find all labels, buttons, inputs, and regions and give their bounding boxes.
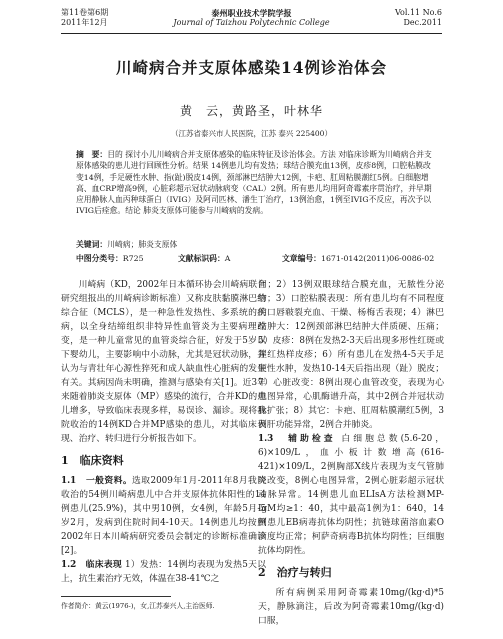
lab-tests-paragraph — [258, 432, 444, 558]
journal-name-en: Journal of Taizhou Polytechnic College — [173, 18, 330, 27]
clc-label: 中图分类号： — [76, 254, 123, 263]
code-value: A — [224, 254, 231, 263]
affiliation: （江苏省泰兴市人民医院，江苏 泰兴 225400） — [171, 129, 332, 138]
abstract-label: 摘 要： — [76, 150, 108, 159]
id-label: 文章编号： — [282, 254, 321, 263]
volume-en: Vol.11 No.6 — [395, 8, 442, 17]
treatment-paragraph: 所有病例采用阿奇霉素10mg/(kg·d)*5天，静脉滴注，后改为阿奇霉素10mg/(kg·d)口服， — [258, 588, 444, 626]
author-list: 黄 云，黄路圣，叶林华 — [179, 104, 323, 118]
general-data-paragraph — [61, 474, 266, 558]
general-data-label: 1.1 一般资料。 — [61, 476, 133, 486]
article-id — [282, 253, 434, 264]
keywords — [76, 239, 177, 250]
clinical-manifestation-text: 1）发热：14例均表现为发热5天以上，抗生素治疗无效，体温在38-41℃之 — [61, 560, 266, 584]
clinical-manifestation-label: 1.2 临床表现 — [61, 560, 122, 570]
intro-paragraph: 川崎病（KD，2002年日本循环协会川崎病联合研究组报出的川崎病诊断标准）又称皮肤黏膜淋巴结综合征（MCLS），是一种急性发热性、多系统的疾病，以全身结缔组织非特异性血管炎为主要病理改变，是一种儿童常见的血管炎综合征，好发于5岁以下婴幼儿，主要影响中小动脉，尤其是冠状动脉，并认为与青壮年心源性猝死和成人缺血性心脏病的发生有关。其病因尚未明确，推测与感染有关[1]。近3年来随着肺炎支原体（MP）感染的流行，合并KD的患儿增多，导致临床表现多样，易误诊、漏诊。现将我院收治的14例KD合并MP感染的患儿，对其临床表现、治疗、转归进行分析报告如下。 — [61, 280, 266, 444]
section-heading-clinical-data: 1 临床资料 — [61, 454, 124, 467]
author-footnote: 作者简介：黄云(1976-)，女,江苏泰兴人,主治医师. — [61, 602, 215, 610]
document-code — [178, 253, 230, 264]
keywords-label: 关键词： — [76, 240, 108, 249]
body-column-left — [61, 278, 266, 586]
lab-tests-label: 1.3 辅助检查 — [258, 434, 336, 444]
clc-value: R725 — [122, 254, 144, 263]
date-en: Dec.2011 — [403, 18, 442, 27]
footnote-rule — [61, 596, 171, 597]
article-title: 川崎病合并支原体感染14例诊治体会 — [115, 58, 388, 77]
abstract — [76, 149, 436, 217]
keywords-text: 川崎病；肺炎支原体 — [107, 240, 178, 249]
clc-number — [76, 253, 144, 264]
issue-date: 2011年12月 — [61, 18, 108, 27]
clinical-manifestation-paragraph — [61, 558, 266, 586]
section-heading-treatment: 2 治疗与转归 — [258, 566, 332, 579]
lab-tests-text: 白细胞总数(5.6-20，6)×109/L，血小板计数增高(616-421)×109/L，2例胸部X线片表现为支气管肺炎改变，8例心电图异常，2例心脏彩超示冠状动脉异常。14例患儿血ELIsA方法检测MP-IgM均≥1：40，其中最高1例为1：640，14例患儿EB病毒抗体均阴性；抗链球菌溶血素O滴度均正常；柯萨奇病毒B抗体均阴性；巨细胞抗体均阴性。 — [258, 434, 445, 556]
volume-issue: 第11卷第6期 — [61, 8, 109, 17]
journal-name-cn: 泰州职业技术学院学报 — [211, 8, 292, 18]
volume-info-en — [395, 8, 442, 28]
id-value: 1671-0142(2011)06-0086-02 — [320, 254, 435, 263]
abstract-text: 目的 探讨小儿川崎病合并支原体感染的临床特征及诊治体会。方法 对临床诊断为川崎病合并支原体感染的患儿进行回顾性分析。结果 14例患儿均有发热；球结合膜充血13例，皮疹8例，口腔粘膜改变14例，手足硬性水肿、指(趾)脱皮14例，颈部淋巴结肿大12例，卡疤、肛周粘膜潮红5例。白细胞增高、血CRP增高9例，心脏彩超示冠状动脉病变（CAL）2例。所有患儿均用阿奇霉素序贯治疗，并早期应用静脉人血丙种球蛋白（IVIG）及阿司匹林、潘生丁治疗，13例治愈，1例至IVIG不反应，再次予以IVIG后痊愈。结论 肺炎支原体可能参与川崎病的发病。 — [76, 150, 432, 216]
header-rule — [61, 33, 442, 34]
symptoms-paragraph: 间；2）13例双眼球结合膜充血，无脓性分泌物；3）口腔粘膜表现：所有患儿均有不同程度的口唇皲裂充血、干燥、杨梅舌表现；4）淋巴结肿大：12例颈部淋巴结肿大伴质硬、压痛；5）皮疹：8例在发热2-3天后出现多形性红斑或猩红热样皮疹；6）所有患儿在发热4-5天手足硬性水肿，发热10-14天后指出现（趾）脱皮；7）心脏改变：8例出现心血管改变，表现为心电图异常，心肌酶谱升高，其中2例合并冠状动脉扩张；8）其它：卡疤、肛周粘膜潮红5例，3例肝功能异常，2例合并肺炎。 — [258, 280, 444, 430]
body-column-right — [258, 278, 444, 628]
general-data-text: 选取2009年1月-2011年8月我院收治的54例川崎病患儿中合并支原体抗体阳性的14例患儿(25.9%)，其中男10例，女4例，年龄5月-5岁2月，发病到住院时间4-10天。14例患儿均按照2002年日本川崎病研究委员会制定的诊断标准确诊[2]。 — [61, 476, 266, 556]
journal-header — [0, 0, 503, 44]
code-label: 文献标识码： — [178, 254, 225, 263]
